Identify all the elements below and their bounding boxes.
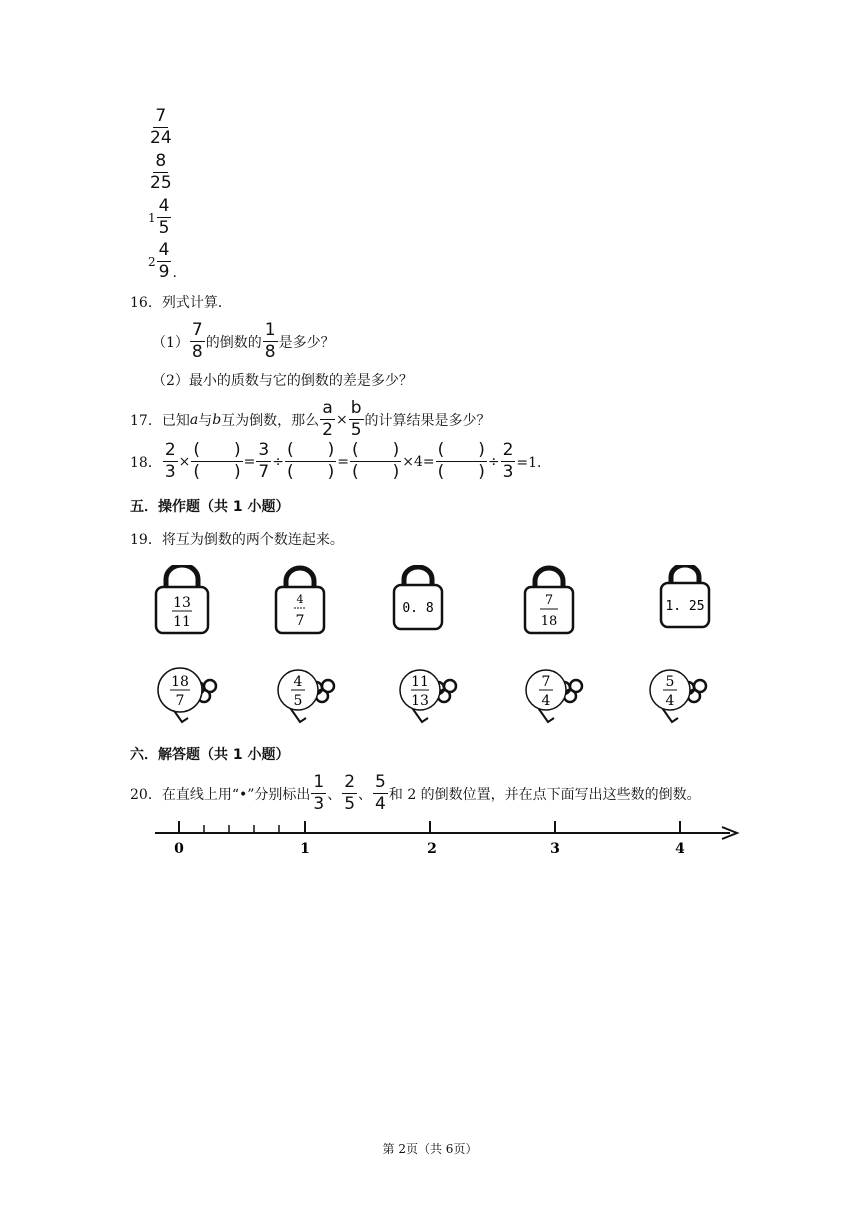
tick-label-3: 3 [550, 841, 560, 857]
key-1[interactable] [158, 668, 216, 722]
key-3[interactable] [400, 670, 456, 722]
section-5-heading: 五．操作题（共 1 小题） [130, 499, 290, 515]
svg-text:7: 7 [541, 674, 551, 690]
keys-row [0, 660, 860, 732]
prev-answer-4: 2 $\frac{4}{9}$ . [148, 240, 177, 282]
blank-fraction-1[interactable]: $\frac{( )}{( )}$ [193, 440, 241, 482]
q19: 19．将互为倒数的两个数连起来。 [130, 532, 344, 548]
tick-label-0: 0 [174, 841, 184, 857]
svg-text:18: 18 [171, 674, 189, 690]
svg-text:4: 4 [541, 693, 551, 709]
svg-text:5: 5 [293, 693, 303, 709]
key-4[interactable] [526, 670, 582, 722]
svg-text:4: 4 [293, 674, 303, 690]
lock-1[interactable] [156, 565, 208, 633]
svg-text:7: 7 [175, 693, 185, 709]
q16-label: 16．列式计算． [130, 295, 232, 311]
prev-answer-2: $\frac{8}{25}$ [150, 151, 172, 193]
key-2[interactable] [278, 670, 334, 722]
svg-text:4: 4 [665, 693, 675, 709]
prev-answer-1: $\frac{7}{24}$ [150, 106, 172, 148]
lock-4[interactable] [525, 568, 573, 633]
section-6-heading: 六．解答题（共 1 小题） [130, 747, 290, 763]
page-footer: 第 2页（共 6页） [382, 1142, 478, 1156]
svg-text:13: 13 [411, 693, 429, 709]
lock-5[interactable] [661, 565, 709, 627]
blank-fraction-4[interactable]: $\frac{( )}{( )}$ [437, 440, 485, 482]
tick-label-4: 4 [675, 841, 685, 857]
svg-text:7: 7 [544, 593, 554, 608]
svg-text:1. 25: 1. 25 [665, 599, 705, 614]
svg-text:18: 18 [540, 614, 558, 629]
blank-fraction-2[interactable]: $\frac{( )}{( )}$ [286, 440, 335, 482]
q16-part1: （1） $\frac{7}{8}$ 的倒数的 $\frac{1}{8}$ 是多少？ [152, 320, 335, 362]
key-5[interactable] [650, 670, 706, 722]
prev-answer-3: 1 $\frac{4}{5}$ [148, 196, 170, 238]
svg-text:11: 11 [411, 674, 429, 690]
svg-text:5: 5 [665, 674, 675, 690]
lock-3[interactable] [394, 567, 442, 629]
lock-2[interactable] [276, 568, 324, 633]
q20: 20．在直线上用“•”分别标出 $\frac{1}{3}$ 、 $\frac{2}{5}$ 、 $\frac{5}{4}$ 和 2 的倒数位置，并在点下面写出这些数的倒数。 [130, 772, 701, 814]
q18: 18． $\frac{2}{3}$ × $\frac{( )}{( )}$ = $\frac{3}{7}$ ÷ $\frac{( )}{( )}$ = $\frac{( )}{( )}$ ×4 = $\frac{( )}{( )}$ ÷ $\frac{2}{3}$ =1． [130, 440, 552, 482]
svg-text:7: 7 [295, 613, 305, 629]
number-line [0, 815, 860, 865]
q17: 17．已知 a 与 b 互为倒数，那么 $\frac{a}{2}$ × $\frac{b}{5}$ 的计算结果是多少？ [130, 398, 491, 440]
blank-fraction-3[interactable]: $\frac{( )}{( )}$ [351, 440, 400, 482]
svg-text:11: 11 [173, 614, 191, 630]
tick-label-1: 1 [300, 841, 310, 857]
locks-row [0, 565, 860, 645]
q16-part2: （2）最小的质数与它的倒数的差是多少？ [152, 373, 413, 389]
svg-text:4: 4 [296, 593, 304, 606]
svg-text:13: 13 [173, 595, 191, 611]
svg-text:0. 8: 0. 8 [402, 601, 434, 616]
tick-label-2: 2 [427, 841, 437, 857]
